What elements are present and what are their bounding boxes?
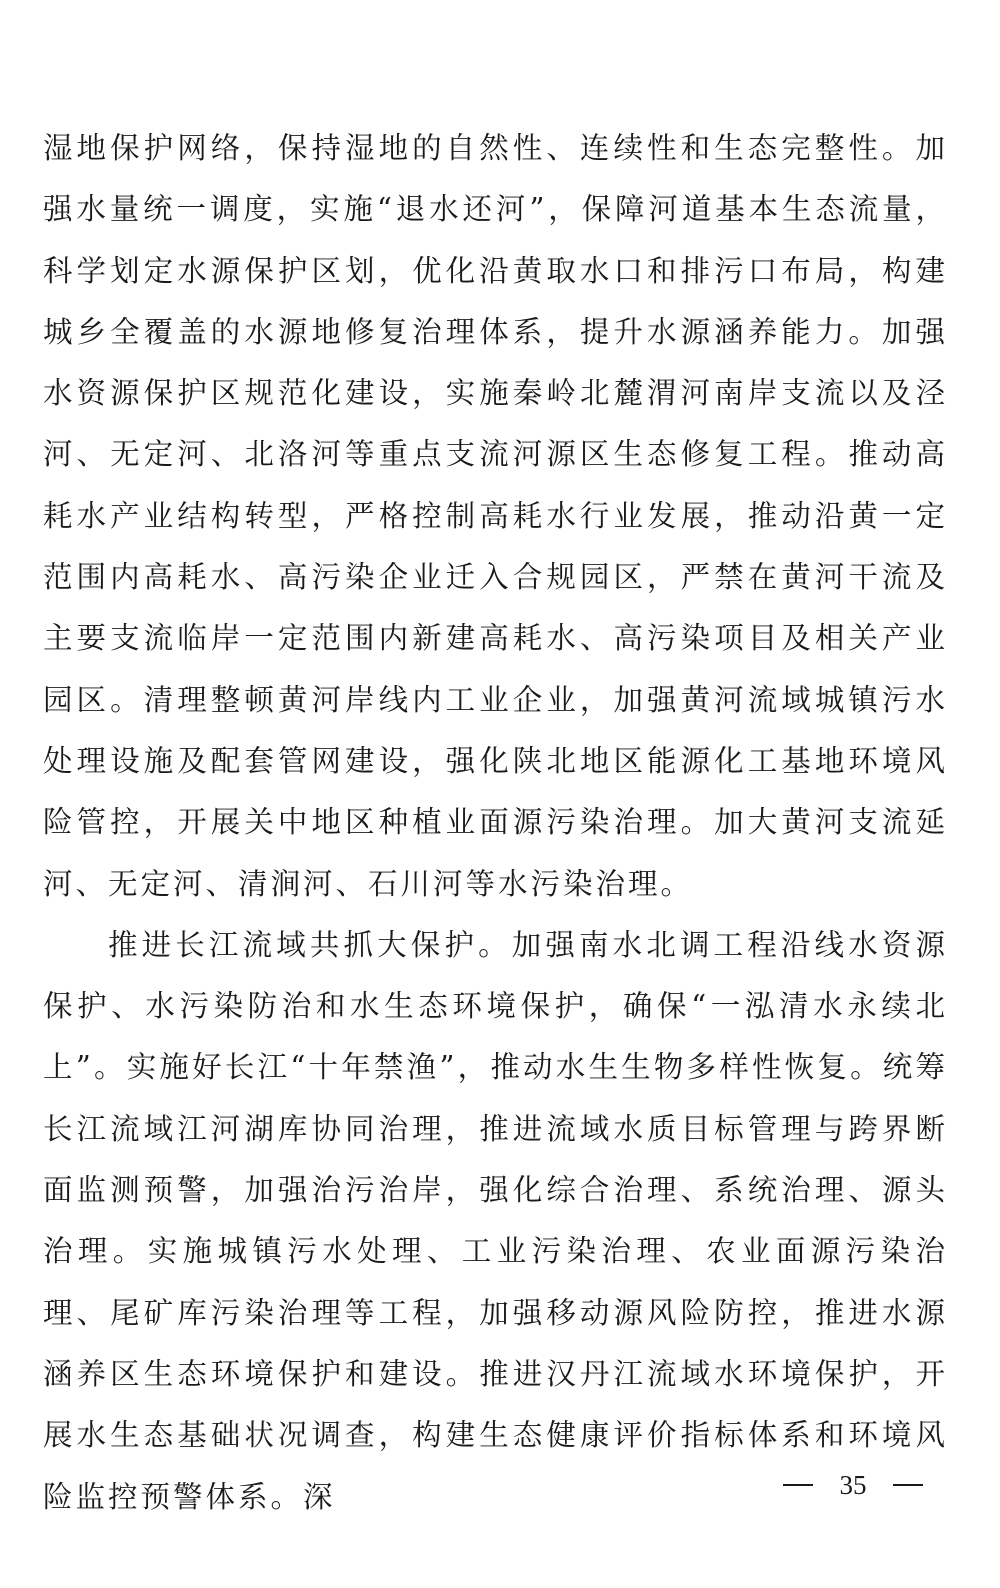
paragraph-2: 推进长江流域共抓大保护。加强南水北调工程沿线水资源保护、水污染防治和水生态环境保护，确保“一泓清水永续北上”。实施好长江“十年禁渔”，推动水生生物多样性恢复。统筹长江流域江河湖库协同治理，推进流域水质目标管理与跨界断面监测预警，加强治污治岸，强化综合治理、系统治理、源头治理。实施城镇污水处理、工业污染治理、农业面源污染治理、尾矿库污染治理等工程，加强移动源风险防控，推进水源涵养区生态环境保护和建设。推进汉丹江流域水环境保护，开展水生态基础状况调查，构建生态健康评价指标体系和环境风险监控预警体系。深 [43, 927, 948, 1514]
page-number-dash-right [893, 1484, 923, 1486]
page-number [783, 1465, 923, 1505]
body-text [43, 118, 948, 1528]
page-number-dash-left [783, 1484, 813, 1486]
paragraph-1: 湿地保护网络，保持湿地的自然性、连续性和生态完整性。加强水量统一调度，实施“退水还河”，保障河道基本生态流量，科学划定水源保护区划，优化沿黄取水口和排污口布局，构建城乡全覆盖的水源地修复治理体系，提升水源涵养能力。加强水资源保护区规范化建设，实施秦岭北麓渭河南岸支流以及泾河、无定河、北洛河等重点支流河源区生态修复工程。推动高耗水产业结构转型，严格控制高耗水行业发展，推动沿黄一定范围内高耗水、高污染企业迁入合规园区，严禁在黄河干流及主要支流临岸一定范围内新建高耗水、高污染项目及相关产业园区。清理整顿黄河岸线内工业企业，加强黄河流域城镇污水处理设施及配套管网建设，强化陕北地区能源化工基地环境风险管控，开展关中地区种植业面源污染治理。加大黄河支流延河、无定河、清涧河、石川河等水污染治理。 [43, 131, 948, 901]
page-number-value: 35 [839, 1470, 867, 1500]
